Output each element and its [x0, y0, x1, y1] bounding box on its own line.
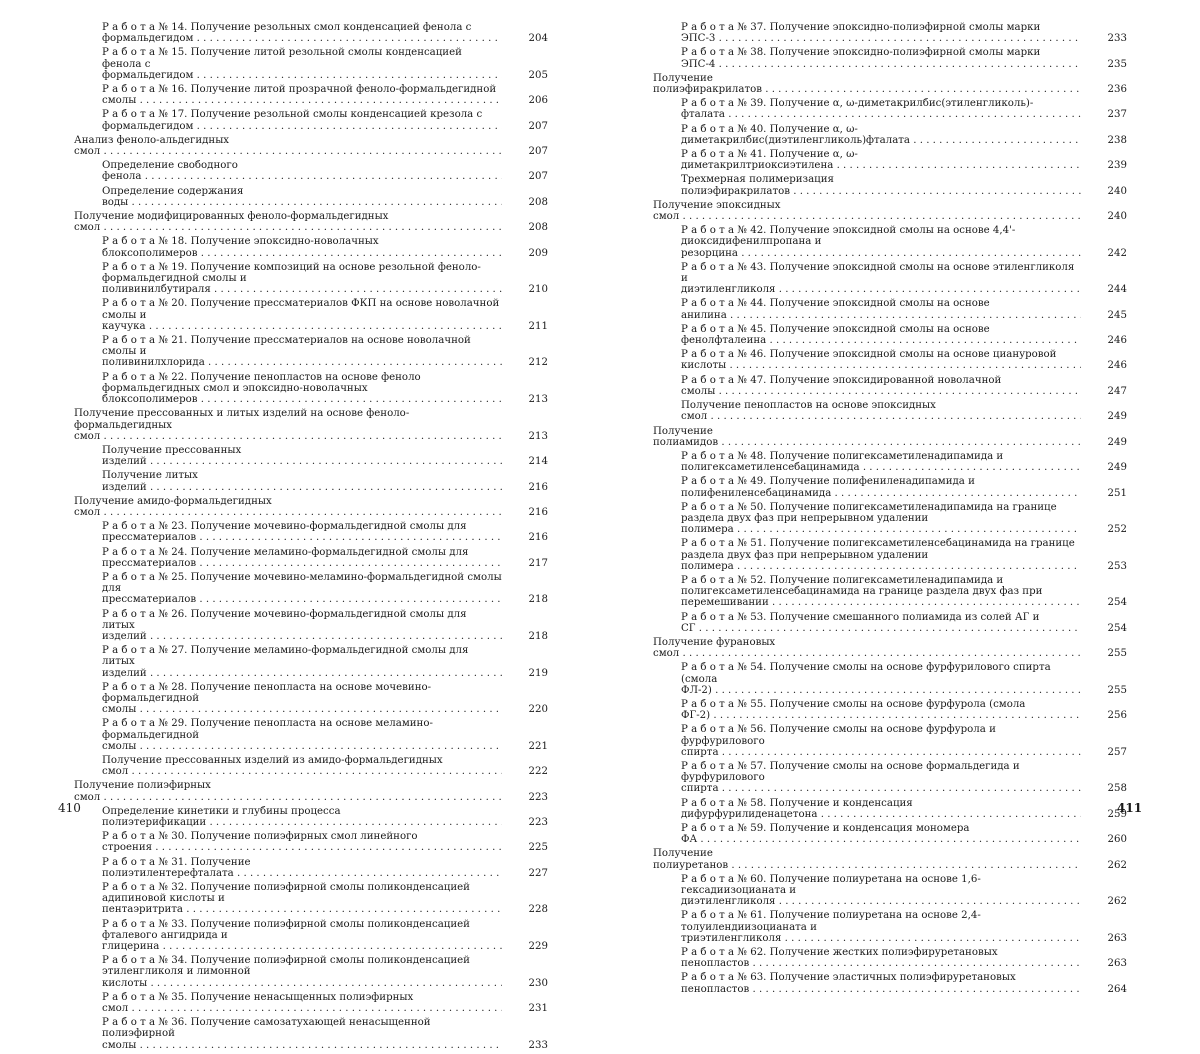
- toc-entry-title: Р а б о т а № 55. Получение смолы на основе фурфурола (смола ФГ-2) . . .: [681, 699, 1081, 721]
- toc-page-number: 255: [1107, 648, 1127, 660]
- toc-entry: [667, 324, 1127, 346]
- toc-entry: [667, 47, 1127, 69]
- toc-left-column: [74, 22, 548, 1054]
- toc-page-number: 220: [528, 704, 548, 716]
- toc-section-heading: [74, 135, 548, 157]
- toc-section-heading: [653, 637, 1127, 659]
- toc-page-number: 205: [528, 69, 548, 81]
- toc-entry-title: Р а б о т а № 63. Получение эластичных полиэфируретановых пенопластов . . .: [681, 972, 1081, 994]
- toc-entry: [88, 718, 548, 752]
- toc-entry-title: Р а б о т а № 41. Получение α, ω-диметакрилтриоксиэтилена . . .: [681, 149, 1081, 171]
- toc-page-number: 230: [528, 977, 548, 989]
- toc-entry: [88, 262, 548, 296]
- toc-entry-title: Определение свободного фенола . . .: [102, 160, 502, 182]
- toc-entry: [88, 831, 548, 853]
- toc-entry: [667, 798, 1127, 820]
- toc-page-number: 219: [528, 667, 548, 679]
- toc-entry-title: Р а б о т а № 47. Получение эпоксидированной новолачной смолы . . .: [681, 375, 1081, 397]
- toc-entry: [88, 47, 548, 81]
- toc-entry: [667, 262, 1127, 296]
- toc-entry: [88, 882, 548, 916]
- toc-page-number: 256: [1107, 710, 1127, 722]
- toc-entry-title: Получение полиамидов . . .: [653, 426, 1081, 448]
- toc-page-number: 228: [528, 904, 548, 916]
- toc-entry: [667, 761, 1127, 795]
- toc-entry: [88, 186, 548, 208]
- toc-entry-title: Получение полиэфирных смол . . .: [74, 780, 502, 802]
- toc-page-number: 206: [528, 95, 548, 107]
- toc-entry: [667, 149, 1127, 171]
- toc-entry-title: Р а б о т а № 15. Получение литой резольной смолы конденсацией фенола с формальдегидом . . .: [102, 47, 502, 80]
- toc-page-number: 216: [528, 532, 548, 544]
- toc-section-heading: [74, 211, 548, 233]
- toc-page-number: 260: [1107, 834, 1127, 846]
- toc-entry-title: Р а б о т а № 51. Получение полигексаметиленсебацинамида на границе раздела двух фаз при непрерывном удалении полимера . . .: [681, 538, 1081, 571]
- toc-entry-title: Р а б о т а № 35. Получение ненасыщенных полиэфирных смол . . .: [102, 992, 502, 1014]
- toc-page-number: 247: [1107, 385, 1127, 397]
- toc-entry: [88, 22, 548, 44]
- toc-entry-title: Р а б о т а № 27. Получение меламино-формальдегидной смолы для литых изделий . . .: [102, 645, 502, 678]
- toc-entry-title: Р а б о т а № 54. Получение смолы на основе фурфурилового спирта (смола ФЛ-2) . . .: [681, 662, 1081, 695]
- toc-entry: [667, 476, 1127, 498]
- toc-page-number: 244: [1107, 284, 1127, 296]
- toc-entry-title: Р а б о т а № 49. Получение полифениленадипамида и полифениленсебацинамида . . .: [681, 476, 1081, 498]
- page-number-left: 410: [58, 801, 81, 815]
- toc-entry-title: Получение полиэфиракрилатов . . .: [653, 73, 1081, 95]
- toc-page-number: 218: [528, 630, 548, 642]
- toc-page-number: 236: [1107, 84, 1127, 96]
- toc-entry: [667, 349, 1127, 371]
- toc-page-number: 231: [528, 1003, 548, 1015]
- toc-page-number: 238: [1107, 134, 1127, 146]
- toc-entry-title: Р а б о т а № 56. Получение смолы на основе фурфурола и фурфурилового спирта . . .: [681, 724, 1081, 757]
- toc-page-number: 216: [528, 506, 548, 518]
- toc-page-number: 255: [1107, 684, 1127, 696]
- toc-page-number: 249: [1107, 462, 1127, 474]
- toc-entry-title: Р а б о т а № 23. Получение мочевино-формальдегидной смолы для прессматериалов . . .: [102, 521, 502, 543]
- toc-section-heading: [74, 408, 548, 442]
- toc-page-number: 216: [528, 481, 548, 493]
- toc-entry-title: Р а б о т а № 37. Получение эпоксидно-полиэфирной смолы марки ЭПС-3 . . .: [681, 22, 1081, 44]
- toc-page-number: 257: [1107, 746, 1127, 758]
- toc-page-number: 254: [1107, 622, 1127, 634]
- toc-page-number: 240: [1107, 185, 1127, 197]
- toc-page-number: 239: [1107, 160, 1127, 172]
- toc-entry-title: Р а б о т а № 60. Получение полиуретана на основе 1,6-гексадиизоцианата и диэтиленгликоля . . .: [681, 874, 1081, 907]
- toc-entry: [88, 372, 548, 406]
- toc-page-number: 222: [528, 766, 548, 778]
- toc-page-number: 246: [1107, 335, 1127, 347]
- toc-entry-title: Р а б о т а № 34. Получение полиэфирной смолы поликонденсацией этиленгликоля и лимонной кислоты . . .: [102, 955, 502, 988]
- toc-entry: [667, 947, 1127, 969]
- toc-page-number: 223: [528, 817, 548, 828]
- toc-entry-title: Р а б о т а № 39. Получение α, ω-диметакрилбис(этиленгликоль)-фталата . . .: [681, 98, 1081, 120]
- toc-entry-title: Р а б о т а № 46. Получение эпоксидной смолы на основе циануровой кислоты . . .: [681, 349, 1081, 371]
- toc-entry: [88, 755, 548, 777]
- toc-entry-title: Р а б о т а № 52. Получение полигексаметиленадипамида и полигексаметиленсебацинамида на границе раздела двух фаз при перемешивании . . .: [681, 575, 1081, 608]
- toc-entry-title: Получение фурановых смол . . .: [653, 637, 1081, 659]
- toc-page-number: 213: [528, 394, 548, 406]
- toc-page-number: 245: [1107, 309, 1127, 321]
- toc-entry: [88, 682, 548, 716]
- toc-page-number: 264: [1107, 983, 1127, 995]
- toc-entry-title: Р а б о т а № 28. Получение пенопласта на основе мочевино-формальдегидной смолы . . .: [102, 682, 502, 715]
- toc-entry-title: Р а б о т а № 19. Получение композиций на основе резольной феноло-формальдегидной смолы и поливинилбутираля . . .: [102, 262, 502, 295]
- toc-entry-title: Р а б о т а № 61. Получение полиуретана на основе 2,4-толуилендиизоцианата и триэтиленгликоля . . .: [681, 910, 1081, 943]
- toc-page-number: 229: [528, 941, 548, 953]
- toc-entry-title: Получение литых изделий . . .: [102, 470, 502, 492]
- toc-right-column: [653, 22, 1127, 998]
- toc-entry: [667, 225, 1127, 259]
- toc-entry-title: Р а б о т а № 14. Получение резольных смол конденсацией фенола с формальдегидом . . .: [102, 22, 502, 44]
- toc-entry-title: Р а б о т а № 31. Получение полиэтилентерефталата . . .: [102, 857, 502, 879]
- toc-entry: [88, 470, 548, 492]
- toc-entry-title: Анализ феноло-альдегидных смол . . .: [74, 135, 502, 157]
- toc-page-number: 211: [528, 320, 548, 332]
- toc-page-number: 246: [1107, 360, 1127, 372]
- toc-section-heading: [74, 496, 548, 518]
- toc-entry: [88, 1017, 548, 1051]
- toc-entry: [667, 972, 1127, 994]
- toc-page-number: 262: [1107, 859, 1127, 871]
- toc-entry: [88, 572, 548, 606]
- toc-entry: [88, 547, 548, 569]
- toc-entry-title: Р а б о т а № 26. Получение мочевино-формальдегидной смолы для литых изделий . . .: [102, 609, 502, 642]
- toc-entry: [88, 335, 548, 369]
- toc-entry: [667, 699, 1127, 721]
- toc-entry-title: Р а б о т а № 42. Получение эпоксидной смолы на основе 4,4'-диоксидифенилпропана и резорцина . . .: [681, 225, 1081, 258]
- toc-entry: [667, 612, 1127, 634]
- toc-entry: [667, 298, 1127, 320]
- toc-page-number: 233: [1107, 33, 1127, 45]
- toc-entry-title: Р а б о т а № 48. Получение полигексаметиленадипамида и полигексаметиленсебацинамида . . .: [681, 451, 1081, 473]
- toc-entry-title: Получение модифицированных феноло-формальдегидных смол . . .: [74, 211, 502, 233]
- toc-entry-title: Р а б о т а № 38. Получение эпоксидно-полиэфирной смолы марки ЭПС-4 . . .: [681, 47, 1081, 69]
- toc-entry: [667, 724, 1127, 758]
- toc-entry: [667, 823, 1127, 845]
- toc-entry-title: Р а б о т а № 59. Получение и конденсация мономера ФА . . .: [681, 823, 1081, 845]
- toc-page-number: 223: [528, 791, 548, 803]
- toc-section-heading: [653, 848, 1127, 870]
- toc-entry: [88, 857, 548, 879]
- toc-page-number: 253: [1107, 560, 1127, 572]
- toc-entry-title: Определение содержания воды . . .: [102, 186, 502, 208]
- toc-entry: [88, 84, 548, 106]
- toc-entry-title: Р а б о т а № 20. Получение прессматериалов ФКП на основе новолачной смолы и каучука . . .: [102, 298, 502, 331]
- toc-entry: [667, 451, 1127, 473]
- toc-section-heading: [653, 426, 1127, 448]
- toc-entry-title: Р а б о т а № 24. Получение меламино-формальдегидной смолы для прессматериалов . . .: [102, 547, 502, 569]
- toc-page-number: 225: [528, 842, 548, 854]
- page-number-right: 411: [1117, 801, 1143, 815]
- toc-entry-title: Р а б о т а № 30. Получение полиэфирных смол линейного строения . . .: [102, 831, 502, 853]
- toc-entry-title: Р а б о т а № 45. Получение эпоксидной смолы на основе фенолфталеина . . .: [681, 324, 1081, 346]
- toc-entry: [667, 662, 1127, 696]
- toc-page-number: 208: [528, 196, 548, 208]
- toc-entry: [667, 502, 1127, 536]
- toc-entry-title: Получение прессованных изделий из амидо-формальдегидных смол . . .: [102, 755, 502, 777]
- toc-entry-title: Р а б о т а № 36. Получение самозатухающей ненасыщенной полиэфирной смолы . . .: [102, 1017, 502, 1050]
- toc-section-heading: [74, 780, 548, 802]
- toc-page-number: 233: [528, 1039, 548, 1051]
- toc-page-number: 251: [1107, 487, 1127, 499]
- toc-entry: [667, 124, 1127, 146]
- toc-entry: [667, 375, 1127, 397]
- toc-page-number: 212: [528, 357, 548, 369]
- toc-page-number: 263: [1107, 932, 1127, 944]
- toc-page-number: 227: [528, 867, 548, 879]
- toc-page-number: 208: [528, 222, 548, 234]
- toc-page-number: 207: [528, 171, 548, 183]
- toc-page-number: 213: [528, 430, 548, 442]
- toc-entry: [88, 645, 548, 679]
- toc-entry: [88, 955, 548, 989]
- toc-entry: [667, 400, 1127, 422]
- toc-entry-title: Определение кинетики и глубины процесса полиэтерификации . . .: [102, 806, 502, 828]
- toc-entry-title: Р а б о т а № 53. Получение смешанного полиамида из солей АГ и СГ . . .: [681, 612, 1081, 634]
- toc-entry: [667, 874, 1127, 908]
- toc-entry-title: Р а б о т а № 25. Получение мочевино-меламино-формальдегидной смолы для прессматериалов . . .: [102, 572, 502, 605]
- toc-entry: [88, 521, 548, 543]
- toc-entry-title: Р а б о т а № 33. Получение полиэфирной смолы поликонденсацией фталевого ангидрида и глицерина . . .: [102, 919, 502, 952]
- toc-page-number: 263: [1107, 958, 1127, 970]
- toc-entry-title: Получение эпоксидных смол . . .: [653, 200, 1081, 222]
- toc-entry-title: Р а б о т а № 32. Получение полиэфирной смолы поликонденсацией адипиновой кислоты и пентаэритрита . . .: [102, 882, 502, 915]
- toc-entry: [667, 98, 1127, 120]
- toc-page-number: 254: [1107, 597, 1127, 609]
- toc-page-number: 204: [528, 33, 548, 45]
- toc-page-number: 249: [1107, 411, 1127, 423]
- toc-entry: [667, 538, 1127, 572]
- toc-page-number: 217: [528, 557, 548, 569]
- toc-entry: [88, 160, 548, 182]
- toc-entry-title: Трехмерная полимеризация полиэфиракрилатов . . .: [681, 174, 1081, 196]
- toc-entry-title: Получение полиуретанов . . .: [653, 848, 1081, 870]
- toc-entry-title: Р а б о т а № 58. Получение и конденсация дифурфурилиденацетона . . .: [681, 798, 1081, 820]
- toc-page-number: 258: [1107, 783, 1127, 795]
- toc-page-number: 259: [1107, 808, 1127, 820]
- toc-entry-title: Р а б о т а № 50. Получение полигексаметиленадипамида на границе раздела двух фаз при непрерывном удалении полимера . . .: [681, 502, 1081, 535]
- toc-entry-title: Получение прессованных изделий . . .: [102, 445, 502, 467]
- toc-entry: [88, 806, 548, 828]
- toc-entry: [88, 236, 548, 258]
- toc-entry: [88, 298, 548, 332]
- toc-entry-title: Р а б о т а № 57. Получение смолы на основе формальдегида и фурфурилового спирта . . .: [681, 761, 1081, 794]
- toc-page-number: 240: [1107, 211, 1127, 223]
- toc-entry-title: Р а б о т а № 62. Получение жестких полиэфируретановых пенопластов . . .: [681, 947, 1081, 969]
- toc-page-number: 249: [1107, 436, 1127, 448]
- toc-page-number: 235: [1107, 58, 1127, 70]
- toc-entry-title: Р а б о т а № 21. Получение прессматериалов на основе новолачной смолы и поливинилхлорида . . .: [102, 335, 502, 368]
- toc-page-number: 207: [528, 120, 548, 132]
- toc-entry-title: Получение амидо-формальдегидных смол . . .: [74, 496, 502, 518]
- toc-entry: [667, 22, 1127, 44]
- toc-entry: [88, 109, 548, 131]
- toc-entry-title: Р а б о т а № 44. Получение эпоксидной смолы на основе анилина . . .: [681, 298, 1081, 320]
- toc-entry-title: Р а б о т а № 29. Получение пенопласта на основе меламино-формальдегидной смолы . . .: [102, 718, 502, 751]
- toc-entry-title: Р а б о т а № 22. Получение пенопластов на основе феноло формальдегидных смол и эпоксидно-новолачных блоксополимеров . . .: [102, 372, 502, 405]
- toc-page-number: 209: [528, 247, 548, 259]
- toc-page-number: 218: [528, 594, 548, 606]
- toc-page-number: 214: [528, 456, 548, 468]
- toc-entry: [88, 445, 548, 467]
- toc-entry-title: Получение пенопластов на основе эпоксидных смол . . .: [681, 400, 1081, 422]
- toc-entry: [667, 575, 1127, 609]
- toc-page-number: 221: [528, 740, 548, 752]
- toc-page-number: 210: [528, 284, 548, 296]
- toc-entry-title: Р а б о т а № 43. Получение эпоксидной смолы на основе этиленгликоля и диэтиленгликоля . . .: [681, 262, 1081, 295]
- toc-page-number: 237: [1107, 109, 1127, 121]
- toc-entry-title: Р а б о т а № 16. Получение литой прозрачной феноло-формальдегидной смолы . . .: [102, 84, 502, 106]
- toc-entry: [667, 910, 1127, 944]
- toc-entry: [667, 174, 1127, 196]
- toc-entry-title: Получение прессованных и литых изделий на основе феноло-формальдегидных смол . . .: [74, 408, 502, 441]
- toc-page-number: 207: [528, 146, 548, 158]
- toc-page-number: 262: [1107, 896, 1127, 908]
- toc-page-number: 242: [1107, 247, 1127, 259]
- toc-entry-title: Р а б о т а № 18. Получение эпоксидно-новолачных блоксополимеров . . .: [102, 236, 502, 258]
- toc-entry: [88, 919, 548, 953]
- toc-page-number: 252: [1107, 524, 1127, 536]
- toc-section-heading: [653, 73, 1127, 95]
- toc-entry: [88, 992, 548, 1014]
- toc-section-heading: [653, 200, 1127, 222]
- toc-entry-title: Р а б о т а № 17. Получение резольной смолы конденсацией крезола с формальдегидом . . .: [102, 109, 502, 131]
- toc-entry-title: Р а б о т а № 40. Получение α, ω-диметакрилбис(диэтиленгликоль)фталата . . .: [681, 124, 1081, 146]
- toc-entry: [88, 609, 548, 643]
